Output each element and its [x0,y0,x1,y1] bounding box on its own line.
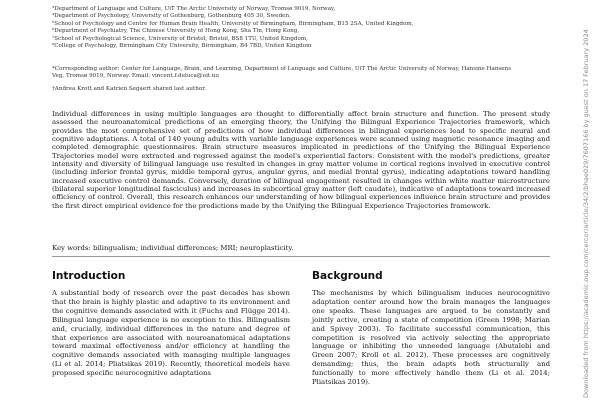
introduction-heading: Introduction [52,270,126,282]
correspondence-line: Veg, Tromsø 9019, Norway. Email: vincent.f.deluca@uit.no [52,73,219,80]
affiliation-line: ³Department of Language and Culture, UiT The Arctic University of Norway, Tromsø 9019, Norway, [52,6,336,12]
background-text: The mechanisms by which bilingualism induces neurocognitive adaptation center around how the brain manages the languages one speaks. These languages are argued to be constantly and jointly active, creating a state of competition (Green 1998; Marian and Spivey 2003). To facilitate successful communication, this competition is resolved via actively selecting the appropriate language or inhibiting the unneeded language (Abutalebi and Green 2007; Kroll et al. 2012). These processes are cognitively demanding; thus, the brain adapts both structurally and functionally to more effectively handle them (Li et al. 2014; Pliatsikas 2019). [312,289,550,387]
affiliation-line: ⁴Department of Psychology, University of Gothenburg, Gothenburg 405 30, Sweden, [52,13,291,20]
download-watermark: Downloaded from https://academic.oup.com/cercor/article/34/2/bhae029/7607166 by guest on 17 February 2024 [582,29,590,398]
affiliation-line: ⁷School of Psychological Science, University of Bristol, Bristol, BS8 1TU, United Kingdom, [52,35,308,42]
keywords [52,244,294,252]
background-heading: Background [312,270,383,282]
keywords-list: bilingualism; individual differences; MRI; neuroplasticity. [92,244,294,252]
shared-author-note: †Andrea Krott and Katrien Segaert shared last author. [52,86,207,92]
abstract: Individual differences in using multiple languages are thought to differentially affect brain structure and function. The present study assessed the neuroanatomical predictions of an emerging theory, the Unifying the Bilingual Experience Trajectories framework, which provides the most comprehensive set of predictions of how individual differences in bilingual experiences lead to specific neural and cognitive adaptations. A total of 140 young adults with variable language experiences were scanned using magnetic resonance imaging and completed demographic questionnaires. Brain structure measures implicated in predictions of the Unifying the Bilingual Experience Trajectories model were extracted and regressed against the model's experiential factors. Consistent with the model's predictions, greater intensity and diversity of bilingual language use resulted in changes in gray matter volume in cortical regions involved in executive control (including inferior frontal gyrus, middle temporal gyrus, angular gyrus, and medial frontal gyrus), indicating adaptations toward handling increased executive control demands. Conversely, duration of bilingual engagement resulted in changes within white matter microstructure (bilateral superior longitudinal fasciculus) and increases in subcortical gray matter (left caudate), indicative of adaptations toward increased efficiency of control. Overall, this research enhances our understanding of how bilingual experiences influence brain structure and provides the first direct empirical evidence for the predictions made by the Unifying the Bilingual Experience Trajectories framework. [52,110,550,210]
introduction-text: A substantial body of research over the past decades has shown that the brain is highly plastic and adaptive to its environment and the cognitive demands associated with it (Fuchs and Flügge 2014). Bilingual language experience is no exception to this. Bilingualism and, crucially, individual differences in the nature and degree of that experience are associated with neuroanatomical adaptations toward maximal effectiveness and/or efficiency at handling the cognitive demands associated with managing multiple languages (Li et al. 2014; Pliatsikas 2019). Recently, theoretical models have proposed specific neurocognitive adaptations [52,289,290,378]
affiliations-block [52,6,552,50]
correspondence-line: *Corresponding author: Center for Language, Brain, and Learning, Department of Language and Culture, UiT The Arctic University of Norway, Hansine Hansens [52,66,512,72]
correspondence-note [52,66,552,81]
affiliation-line: ⁶Department of Psychiatry, The Chinese University of Hong Kong, Sha Tin, Hong Kong, [52,28,300,35]
affiliation-line: ⁵School of Psychology and Centre for Human Brain Health, University of Birmingham, Birmingham, B15 2SA, United Kingdom, [52,20,414,27]
affiliation-line: ⁸College of Psychology, Birmingham City University, Birmingham, B4 7BD, United Kingdom [52,43,312,50]
section-divider [52,256,550,257]
keywords-label: Key words: [52,244,91,252]
